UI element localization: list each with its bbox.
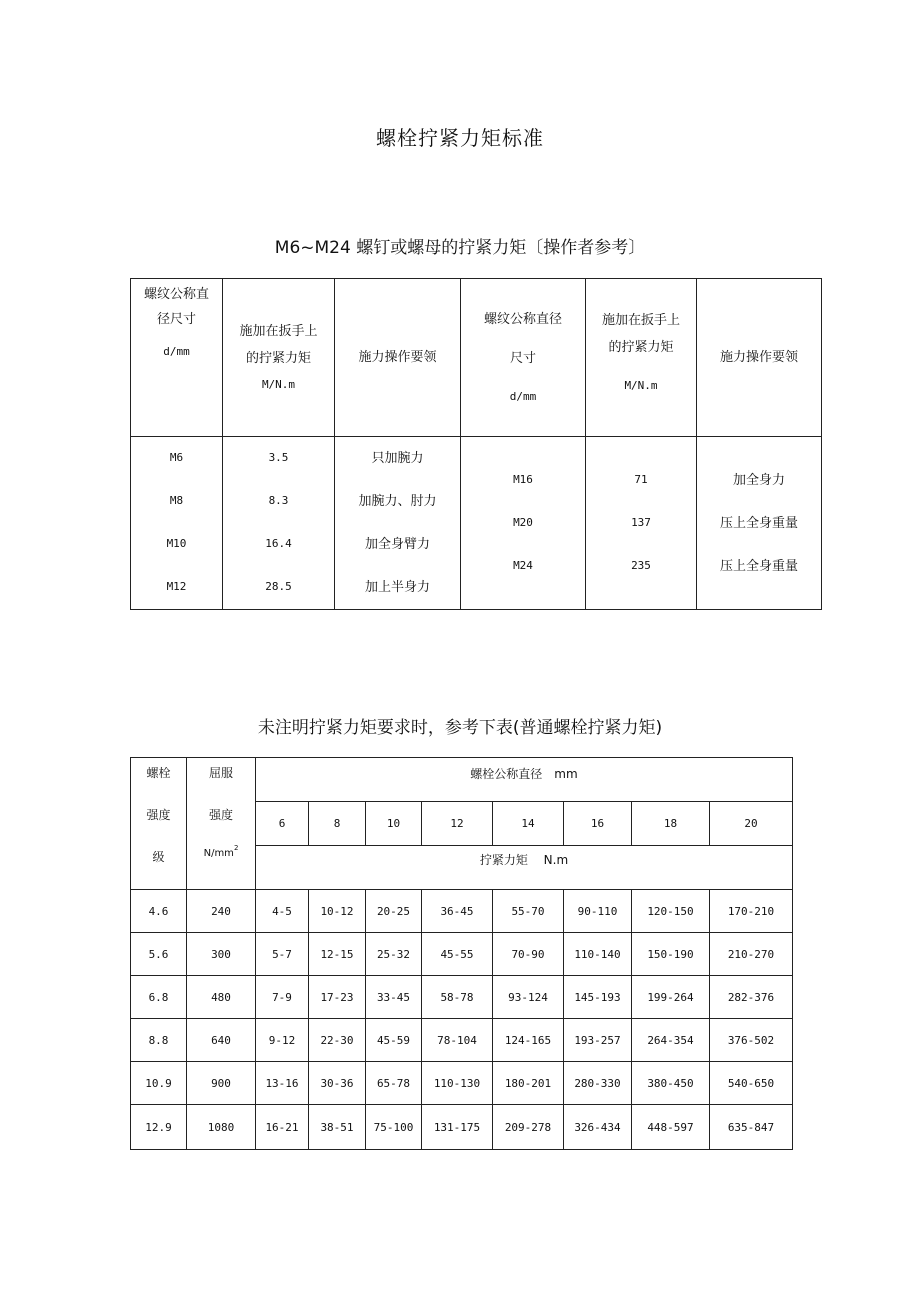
t2-grade-cell: 4.6 (131, 890, 187, 933)
t2-row (131, 933, 793, 976)
t2-diameter-12: 12 (422, 802, 493, 846)
t1-left-method-0: 只加腕力 (371, 451, 424, 466)
t2-diameter-14: 14 (493, 802, 564, 846)
t2-yield-unit (203, 844, 239, 859)
t2-torque-cell: 199-264 (632, 976, 710, 1019)
t1-torque-line2: 的拧紧力矩 (245, 351, 311, 366)
t2-torque-cell: 540-650 (710, 1062, 793, 1105)
t2-diameter-18: 18 (632, 802, 710, 846)
t2-yield-cell: 300 (187, 933, 256, 976)
t1-left-torque-2: 16.4 (265, 537, 292, 550)
t2-torque-cell: 90-110 (564, 890, 632, 933)
t2-torque-cell: 33-45 (366, 976, 422, 1019)
bolt-torque-table (130, 757, 793, 1150)
t2-grade-cell: 5.6 (131, 933, 187, 976)
t2-torque-cell: 58-78 (422, 976, 493, 1019)
table2-title: 未注明拧紧力矩要求时，参考下表(普通螺栓拧紧力矩) (257, 718, 663, 738)
t2-torque-cell: 38-51 (309, 1105, 366, 1150)
t2-grade-line1: 螺栓 (146, 766, 171, 780)
t2-torque-cell: 25-32 (366, 933, 422, 976)
t2-torque-cell: 78-104 (422, 1019, 493, 1062)
t2-torque-cell: 36-45 (422, 890, 493, 933)
t2-torque-cell: 16-21 (256, 1105, 309, 1150)
t1-right-torque-2: 235 (631, 558, 651, 572)
t2-torque-cell: 280-330 (564, 1062, 632, 1105)
t1-header-torque (223, 279, 335, 437)
t2-grade-line2: 强度 (146, 808, 171, 822)
t2-torque-cell: 93-124 (493, 976, 564, 1019)
t1-method2-label: 施力操作要领 (719, 350, 798, 365)
t2-grade-cell: 6.8 (131, 976, 187, 1019)
table1-header-row (131, 279, 822, 437)
t1-header-torque-2 (586, 279, 697, 437)
t2-torque-cell: 30-36 (309, 1062, 366, 1105)
t1-dia-line1: 螺纹公称直 (143, 287, 209, 302)
t2-torque-cell: 45-55 (422, 933, 493, 976)
t1-right-size-2: M24 (513, 558, 533, 572)
t2-torque-cell: 4-5 (256, 890, 309, 933)
t2-torque-cell: 12-15 (309, 933, 366, 976)
t1-left-methods (335, 437, 461, 610)
t1-dia-line2: 径尺寸 (156, 312, 196, 327)
t2-torque-cell: 10-12 (309, 890, 366, 933)
t1-torque2-line1: 施加在扳手上 (601, 313, 680, 328)
t1-right-size-0: M16 (513, 472, 533, 486)
t2-grade-cell: 8.8 (131, 1019, 187, 1062)
t2-torque-cell: 20-25 (366, 890, 422, 933)
t2-torque-cell: 110-130 (422, 1062, 493, 1105)
t2-torque-cell: 75-100 (366, 1105, 422, 1150)
t1-header-method (335, 279, 461, 437)
t2-torque-cell: 13-16 (256, 1062, 309, 1105)
t2-torque-cell: 635-847 (710, 1105, 793, 1150)
t2-torque-cell: 110-140 (564, 933, 632, 976)
t1-left-size-3: M12 (166, 580, 187, 593)
t2-header-row-1 (131, 758, 793, 802)
t2-grade-cell: 10.9 (131, 1062, 187, 1105)
t2-torque-cell: 448-597 (632, 1105, 710, 1150)
t1-left-size-0: M6 (169, 451, 184, 464)
t2-torque-cell: 145-193 (564, 976, 632, 1019)
t1-torque2-line2: 的拧紧力矩 (608, 340, 674, 355)
t2-yield-unit-text: N/mm (203, 848, 234, 859)
t2-torque-cell: 376-502 (710, 1019, 793, 1062)
t2-yield-cell: 640 (187, 1019, 256, 1062)
t1-left-method-3: 加上半身力 (364, 580, 430, 595)
t2-row (131, 976, 793, 1019)
table1-body-row (131, 437, 822, 610)
t2-torque-cell: 131-175 (422, 1105, 493, 1150)
t1-torque-unit: M/N.m (261, 378, 296, 391)
t1-left-torque-1: 8.3 (268, 494, 289, 507)
t2-yield-cell: 480 (187, 976, 256, 1019)
t2-header-yield (187, 758, 256, 890)
t2-torque-cell: 170-210 (710, 890, 793, 933)
t1-left-sizes (131, 437, 223, 610)
t1-right-method-2: 压上全身重量 (719, 558, 798, 574)
t1-header-diameter (131, 279, 223, 437)
t2-torque-cell: 180-201 (493, 1062, 564, 1105)
t1-header-diameter-2 (461, 279, 586, 437)
t1-left-torque-3: 28.5 (265, 580, 292, 593)
t2-torque-cell: 9-12 (256, 1019, 309, 1062)
t1-header-method-2 (697, 279, 822, 437)
t1-left-size-1: M8 (169, 494, 184, 507)
t1-right-torque-1: 137 (631, 515, 651, 529)
t1-left-size-2: M10 (166, 537, 187, 550)
t2-diameter-8: 8 (309, 802, 366, 846)
t2-torque-cell: 282-376 (710, 976, 793, 1019)
t2-torque-cell: 120-150 (632, 890, 710, 933)
t2-torque-cell: 5-7 (256, 933, 309, 976)
t2-yield-line2: 强度 (208, 808, 233, 822)
t1-right-methods (697, 437, 822, 610)
t2-torque-label: 拧紧力矩 N.m (479, 853, 569, 867)
t2-torque-cell: 7-9 (256, 976, 309, 1019)
torque-reference-table (130, 278, 822, 610)
t2-torque-cell: 45-59 (366, 1019, 422, 1062)
t1-left-method-1: 加腕力、肘力 (358, 494, 437, 509)
t2-torque-cell: 193-257 (564, 1019, 632, 1062)
t2-diameter-6: 6 (256, 802, 309, 846)
t2-torque-cell: 210-270 (710, 933, 793, 976)
t2-yield-cell: 900 (187, 1062, 256, 1105)
t2-row (131, 1019, 793, 1062)
t2-torque-cell: 55-70 (493, 890, 564, 933)
t2-torque-cell: 326-434 (564, 1105, 632, 1150)
t2-header-grade (131, 758, 187, 890)
t2-diameter-20: 20 (710, 802, 793, 846)
t2-torque-cell: 264-354 (632, 1019, 710, 1062)
t2-yield-cell: 1080 (187, 1105, 256, 1150)
t1-dia-unit: d/mm (163, 345, 190, 358)
t2-yield-cell: 240 (187, 890, 256, 933)
t1-dia2-unit: d/mm (509, 390, 537, 403)
t2-row (131, 1062, 793, 1105)
t1-right-method-0: 加全身力 (732, 472, 785, 488)
t1-right-size-1: M20 (513, 515, 533, 529)
t1-right-method-1: 压上全身重量 (719, 515, 798, 531)
t2-diameter-10: 10 (366, 802, 422, 846)
t1-left-method-2: 加全身臂力 (364, 537, 430, 552)
t2-yield-unit-sup: 2 (233, 844, 239, 852)
t2-torque-cell: 22-30 (309, 1019, 366, 1062)
t2-torque-cell: 17-23 (309, 976, 366, 1019)
t2-row (131, 890, 793, 933)
t1-torque-line1: 施加在扳手上 (239, 324, 318, 339)
t2-header-torque (256, 846, 793, 890)
table1-title: M6~M24 螺钉或螺母的拧紧力矩〔操作者参考〕 (274, 238, 646, 258)
t1-right-sizes (461, 437, 586, 610)
t1-dia2-line2: 尺寸 (509, 351, 536, 366)
t2-yield-line1: 屈服 (208, 766, 233, 780)
t2-diameter-16: 16 (564, 802, 632, 846)
t2-row (131, 1105, 793, 1150)
t1-right-torques (586, 437, 697, 610)
t1-torque2-unit: M/N.m (624, 379, 658, 392)
t1-dia2-line1: 螺纹公称直径 (483, 312, 562, 327)
document-title: 螺栓拧紧力矩标准 (376, 126, 544, 150)
t1-method-label: 施力操作要领 (358, 350, 437, 365)
t1-left-torques (223, 437, 335, 610)
t2-torque-cell: 209-278 (493, 1105, 564, 1150)
t2-header-diameter (256, 758, 793, 802)
t2-grade-line3: 级 (152, 850, 165, 864)
t2-torque-cell: 150-190 (632, 933, 710, 976)
t2-grade-cell: 12.9 (131, 1105, 187, 1150)
t2-torque-cell: 124-165 (493, 1019, 564, 1062)
t2-torque-cell: 380-450 (632, 1062, 710, 1105)
t1-right-torque-0: 71 (634, 472, 648, 486)
t2-torque-cell: 65-78 (366, 1062, 422, 1105)
t1-left-torque-0: 3.5 (268, 451, 289, 464)
t2-torque-cell: 70-90 (493, 933, 564, 976)
t2-diameter-label: 螺栓公称直径 mm (470, 767, 578, 781)
